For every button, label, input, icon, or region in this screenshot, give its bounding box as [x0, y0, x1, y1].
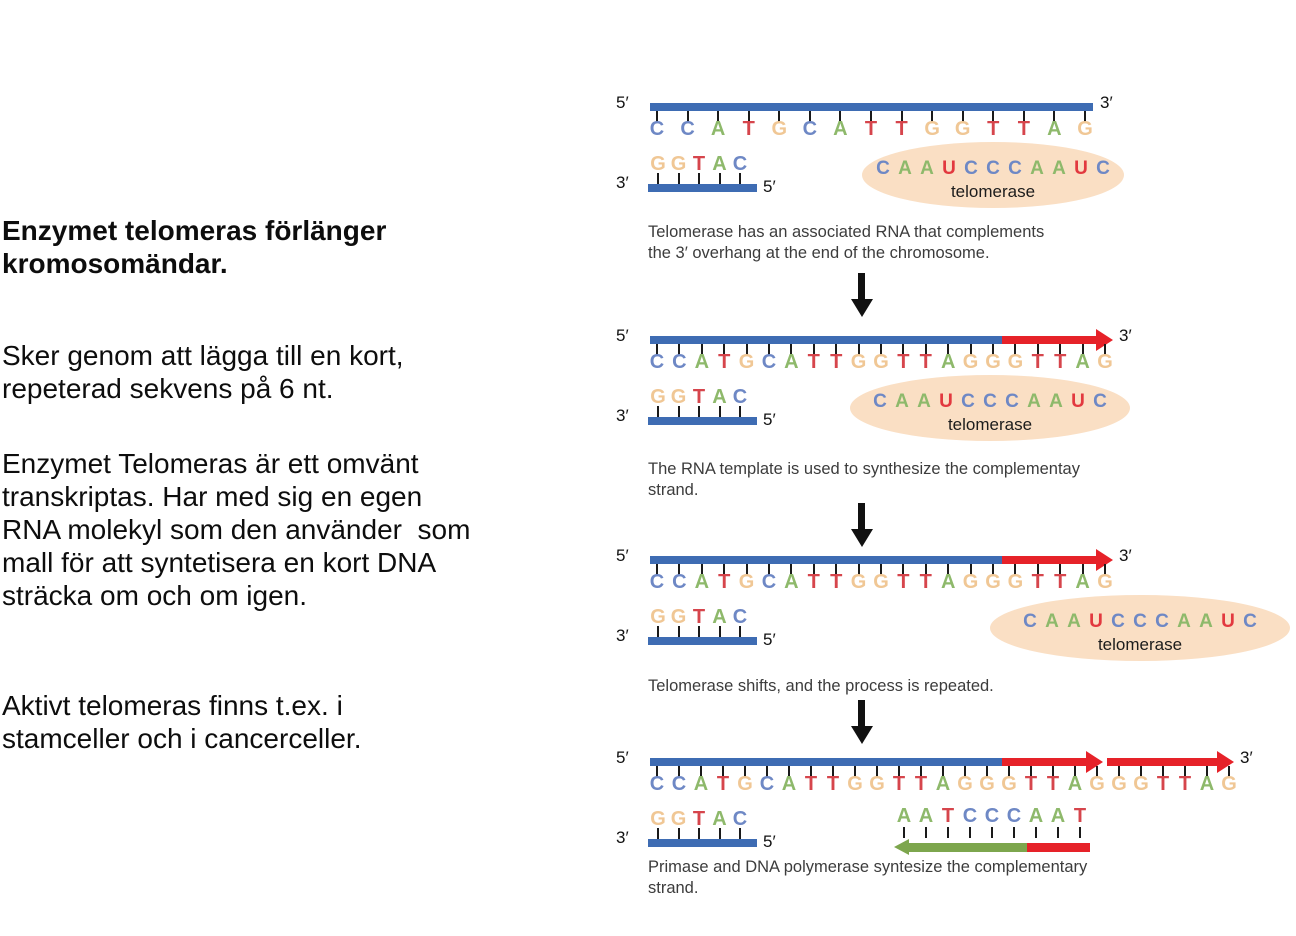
caption-line: Primase and DNA polymerase syntesize the complementary — [648, 858, 1088, 876]
caption-line: Telomerase has an associated RNA that complements — [648, 223, 1045, 241]
base-letter: G — [1007, 571, 1024, 593]
down-arrow-icon — [851, 299, 873, 317]
caption-line: the 3′ overhang at the end of the chromosome. — [648, 244, 990, 262]
base-letter: T — [718, 571, 731, 593]
rna-base-letter: C — [986, 158, 1000, 179]
base-letter: C — [649, 118, 665, 140]
base-letter: G — [670, 808, 687, 830]
rna-base-letter: U — [1089, 611, 1103, 632]
base-letter: C — [732, 606, 748, 628]
note-line: stamceller och i cancerceller. — [2, 723, 362, 754]
base-letter: A — [935, 773, 951, 795]
rna-base-letter: C — [1008, 158, 1022, 179]
caption-line: strand. — [648, 481, 699, 499]
base-letter: T — [1024, 773, 1038, 795]
base-letter: G — [850, 571, 867, 593]
base-letter: T — [1054, 571, 1067, 593]
rna-base-letter: C — [1096, 158, 1110, 179]
base-letter: G — [873, 351, 889, 373]
base-letter: T — [987, 118, 1000, 140]
base-letter: T — [897, 571, 910, 593]
complementary-strand-bar — [648, 417, 757, 425]
base-letter: A — [1050, 805, 1066, 827]
base-letter: G — [850, 351, 867, 373]
base-letter: G — [954, 118, 971, 140]
step-caption — [648, 857, 1087, 899]
base-letter: C — [759, 773, 775, 795]
three-prime-label: 3′ — [616, 626, 629, 645]
five-prime-label: 5′ — [763, 177, 776, 196]
base-letter: G — [670, 153, 687, 175]
five-prime-label: 5′ — [616, 326, 629, 345]
base-letter: G — [1097, 351, 1113, 373]
base-letter: A — [712, 386, 727, 408]
base-letter: C — [962, 805, 978, 827]
base-letter: G — [962, 351, 979, 373]
rna-base-letter: U — [942, 158, 956, 179]
base-letter: C — [732, 386, 748, 408]
base-letter: A — [712, 606, 727, 628]
base-letter: G — [650, 606, 666, 628]
base-letter: T — [897, 351, 910, 373]
template-strand-bar — [650, 758, 1002, 766]
base-letter: A — [1075, 571, 1090, 593]
base-letter: A — [710, 118, 726, 140]
complementary-strand-bar — [648, 637, 757, 645]
base-letter: T — [807, 351, 820, 373]
new-dna-arrowhead — [1217, 751, 1234, 773]
base-letter: C — [649, 571, 665, 593]
base-letter: T — [1156, 773, 1170, 795]
base-letter: T — [718, 351, 731, 373]
base-letter: G — [985, 571, 1001, 593]
base-letter: G — [670, 386, 687, 408]
base-letter: G — [1111, 773, 1127, 795]
rna-base-letter: A — [1027, 391, 1041, 412]
rna-base-letter: A — [1030, 158, 1044, 179]
base-letter: A — [1047, 118, 1062, 140]
base-letter: T — [919, 571, 932, 593]
rna-base-letter: A — [1049, 391, 1063, 412]
base-letter: T — [692, 386, 706, 408]
base-letter: T — [742, 118, 755, 140]
new-dna-arrow-bar — [1002, 336, 1096, 344]
base-letter: C — [802, 118, 818, 140]
rna-base-letter: C — [1093, 391, 1107, 412]
base-letter: A — [1075, 351, 1090, 373]
base-letter: G — [962, 571, 979, 593]
base-letter: T — [692, 606, 706, 628]
rna-base-letter: A — [895, 391, 909, 412]
base-letter: C — [761, 571, 777, 593]
base-letter: T — [1031, 351, 1044, 373]
base-letter: G — [670, 606, 687, 628]
three-prime-label: 3′ — [1119, 326, 1132, 345]
note-line: Sker genom att lägga till en kort, — [2, 340, 404, 371]
note-line: mall för att syntetisera en kort DNA — [2, 547, 437, 578]
rna-base-letter: A — [1177, 611, 1191, 632]
base-letter: T — [895, 118, 908, 140]
base-letter: A — [712, 153, 727, 175]
new-dna-arrowhead — [1086, 751, 1103, 773]
rna-base-letter: A — [917, 391, 931, 412]
base-letter: T — [830, 351, 843, 373]
down-arrow-icon — [851, 726, 873, 744]
rna-base-letter: C — [1133, 611, 1147, 632]
tick-mark — [969, 827, 971, 838]
rna-base-letter: C — [1243, 611, 1257, 632]
base-letter: G — [1001, 773, 1017, 795]
base-letter: T — [830, 571, 843, 593]
rna-base-letter: C — [983, 391, 997, 412]
base-letter: G — [1133, 773, 1149, 795]
rna-primer-red-bar — [1027, 843, 1090, 852]
caption-line: The RNA template is used to synthesize the complementay — [648, 460, 1080, 478]
base-letter: G — [1097, 571, 1113, 593]
note-line: Enzymet Telomeras är ett omvänt — [2, 448, 419, 479]
caption-line: strand. — [648, 879, 699, 897]
note-line: RNA molekyl som den använder som — [2, 514, 471, 545]
base-letter: C — [761, 351, 777, 373]
down-arrow-icon — [858, 503, 865, 529]
rna-base-letter: C — [1023, 611, 1037, 632]
template-strand-bar — [650, 556, 1002, 564]
rna-base-letter: A — [1067, 611, 1081, 632]
base-letter: A — [781, 773, 797, 795]
rna-base-letter: U — [1221, 611, 1235, 632]
rna-base-letter: U — [1074, 158, 1088, 179]
three-prime-label: 3′ — [616, 173, 629, 192]
base-letter: G — [957, 773, 973, 795]
base-letter: T — [826, 773, 840, 795]
base-letter: A — [1028, 805, 1044, 827]
three-prime-label: 3′ — [1119, 546, 1132, 565]
base-letter: T — [1178, 773, 1192, 795]
base-letter: T — [716, 773, 730, 795]
base-letter: G — [650, 808, 666, 830]
step-caption — [648, 459, 1080, 501]
five-prime-label: 5′ — [763, 410, 776, 429]
base-letter: A — [784, 571, 799, 593]
rna-base-letter: C — [1155, 611, 1169, 632]
base-letter: T — [892, 773, 906, 795]
three-prime-label: 3′ — [616, 406, 629, 425]
note-line: Aktivt telomeras finns t.ex. i — [2, 690, 343, 721]
base-letter: C — [1006, 805, 1022, 827]
base-letter: C — [649, 351, 665, 373]
note-line: repeterad sekvens på 6 nt. — [2, 373, 334, 404]
five-prime-label: 5′ — [616, 93, 629, 112]
base-letter: G — [738, 571, 755, 593]
tick-mark — [947, 827, 949, 838]
base-letter: C — [672, 351, 687, 373]
note-line: transkriptas. Har med sig en egen — [2, 481, 423, 512]
base-letter: G — [771, 118, 788, 140]
base-letter: G — [985, 351, 1001, 373]
three-prime-label: 3′ — [1100, 93, 1113, 112]
base-letter: G — [737, 773, 753, 795]
base-letter: G — [650, 153, 666, 175]
base-letter: T — [1073, 805, 1087, 827]
rna-base-letter: C — [1111, 611, 1125, 632]
five-prime-label: 5′ — [763, 630, 776, 649]
base-letter: A — [784, 351, 799, 373]
three-prime-label: 3′ — [1240, 748, 1253, 767]
rna-base-letter: C — [1005, 391, 1019, 412]
rna-base-letter: A — [920, 158, 934, 179]
base-letter: C — [732, 808, 748, 830]
rna-base-letter: A — [898, 158, 912, 179]
base-letter: A — [694, 351, 710, 373]
base-letter: T — [919, 351, 932, 373]
base-letter: G — [1077, 118, 1093, 140]
primer-arrowhead-left — [894, 839, 909, 855]
new-dna-arrow-bar — [1002, 556, 1096, 564]
base-letter: T — [692, 153, 706, 175]
base-letter: G — [873, 571, 889, 593]
base-letter: C — [984, 805, 1000, 827]
base-letter: G — [738, 351, 755, 373]
note-line: Enzymet telomeras förlänger — [2, 215, 387, 246]
base-letter: A — [918, 805, 934, 827]
base-letter: C — [649, 773, 665, 795]
base-letter: C — [732, 153, 748, 175]
base-letter: A — [1067, 773, 1083, 795]
base-letter: T — [864, 118, 878, 140]
tick-mark — [1035, 827, 1037, 838]
note-line: sträcka om och om igen. — [2, 580, 308, 611]
base-letter: A — [1199, 773, 1215, 795]
base-letter: A — [694, 571, 710, 593]
base-letter: G — [869, 773, 885, 795]
template-strand-bar — [650, 103, 1093, 111]
base-letter: A — [833, 118, 848, 140]
base-letter: T — [692, 808, 706, 830]
new-strand-green-bar — [909, 843, 1027, 852]
three-prime-label: 3′ — [616, 828, 629, 847]
five-prime-label: 5′ — [616, 546, 629, 565]
complementary-strand-bar — [648, 839, 757, 847]
base-letter: A — [712, 808, 727, 830]
base-letter: G — [924, 118, 940, 140]
down-arrow-icon — [858, 273, 865, 299]
rna-base-letter: C — [873, 391, 887, 412]
base-letter: A — [940, 351, 956, 373]
base-letter: G — [1221, 773, 1237, 795]
template-strand-bar — [650, 336, 1002, 344]
base-letter: G — [1089, 773, 1105, 795]
base-letter: T — [807, 571, 820, 593]
rna-base-letter: C — [876, 158, 890, 179]
base-letter: G — [979, 773, 995, 795]
new-dna-arrow-bar — [1002, 758, 1086, 766]
tick-mark — [1013, 827, 1015, 838]
five-prime-label: 5′ — [763, 832, 776, 851]
base-letter: C — [671, 773, 687, 795]
rna-base-letter: C — [964, 158, 978, 179]
telomerase-label: telomerase — [1097, 635, 1183, 654]
tick-mark — [925, 827, 927, 838]
complementary-strand-bar — [648, 184, 757, 192]
tick-mark — [991, 827, 993, 838]
tick-mark — [1079, 827, 1081, 838]
caption-line: Telomerase shifts, and the process is repeated. — [648, 677, 994, 695]
base-letter: C — [672, 571, 687, 593]
new-dna-arrow-bar — [1107, 758, 1217, 766]
rna-base-letter: A — [1045, 611, 1059, 632]
base-letter: T — [1031, 571, 1044, 593]
base-letter: A — [693, 773, 709, 795]
rna-base-letter: A — [1052, 158, 1066, 179]
step-caption — [648, 222, 1044, 264]
base-letter: T — [941, 805, 955, 827]
base-letter: G — [650, 386, 666, 408]
base-letter: G — [1007, 351, 1024, 373]
step-caption — [648, 676, 994, 697]
rna-base-letter: U — [1071, 391, 1085, 412]
base-letter: T — [1054, 351, 1067, 373]
note-line: kromosomändar. — [2, 248, 228, 279]
tick-mark — [1057, 827, 1059, 838]
base-letter: T — [1046, 773, 1060, 795]
telomerase-label: telomerase — [947, 415, 1033, 434]
tick-mark — [903, 827, 905, 838]
base-letter: A — [940, 571, 956, 593]
base-letter: C — [680, 118, 695, 140]
rna-base-letter: C — [961, 391, 975, 412]
down-arrow-icon — [858, 700, 865, 726]
five-prime-label: 5′ — [616, 748, 629, 767]
base-letter: T — [914, 773, 928, 795]
telomerase-label: telomerase — [950, 182, 1036, 201]
rna-base-letter: A — [1199, 611, 1213, 632]
base-letter: T — [804, 773, 818, 795]
rna-base-letter: U — [939, 391, 953, 412]
down-arrow-icon — [851, 529, 873, 547]
base-letter: T — [1017, 118, 1030, 140]
base-letter: G — [847, 773, 863, 795]
base-letter: A — [896, 805, 912, 827]
